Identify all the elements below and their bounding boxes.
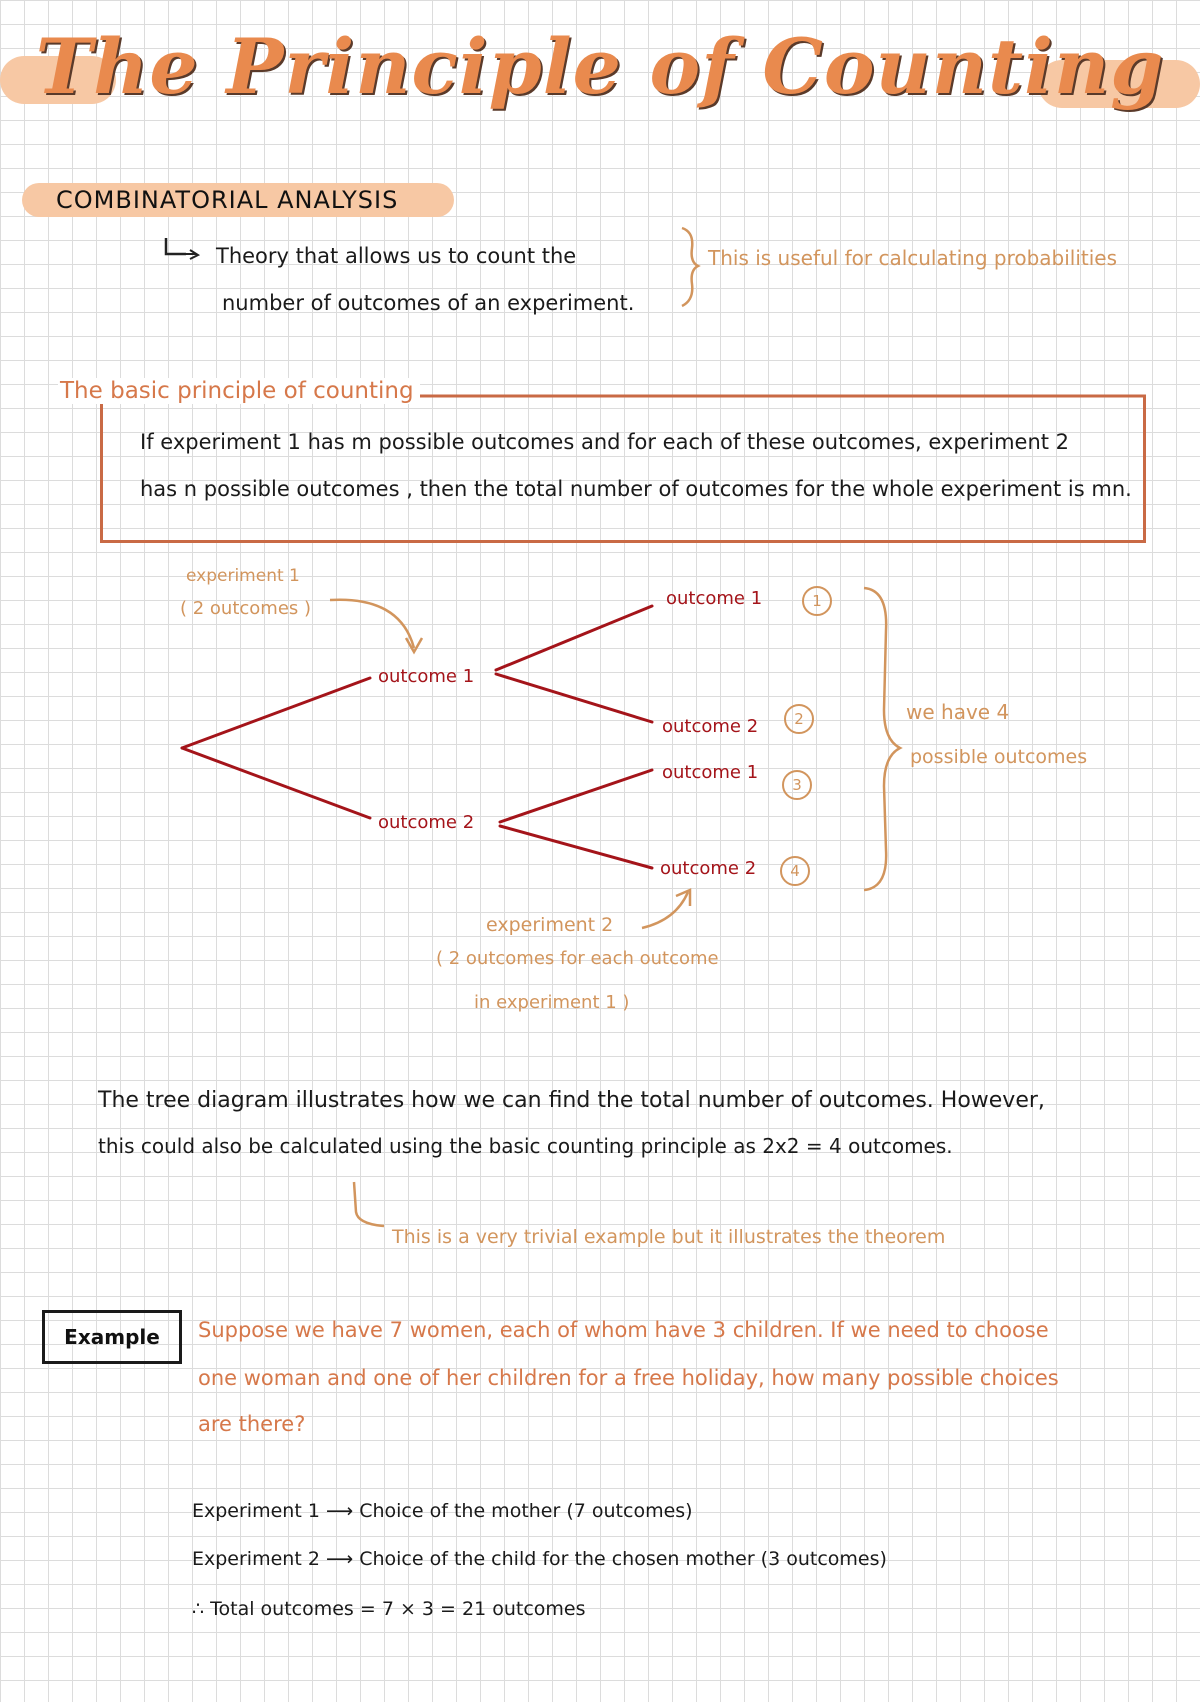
tree-node-l2-outcome-1a: outcome 1 [666, 588, 763, 609]
definition-arrow-icon [166, 238, 186, 254]
example-line-3: are there? [198, 1412, 306, 1436]
definition-line-2: number of outcomes of an experiment. [222, 291, 635, 315]
brace-note-line-2: possible outcomes [910, 746, 1088, 768]
brace-note-line-1: we have 4 [906, 700, 1010, 724]
experiment2-label-line-3: in experiment 1 ) [474, 992, 630, 1013]
tree-node-l2-outcome-2a: outcome 2 [662, 716, 759, 737]
principle-box [100, 395, 1146, 543]
outcome-number-1: 1 [802, 586, 832, 616]
explanation-line-1: The tree diagram illustrates how we can find the total number of outcomes. However, [98, 1088, 1045, 1113]
principle-line-2: has n possible outcomes , then the total number of outcomes for the whole experiment is mn. [140, 477, 1132, 501]
solution-line-2: Experiment 2 ⟶ Choice of the child for the chosen mother (3 outcomes) [192, 1548, 887, 1570]
solution-line-3: ∴ Total outcomes = 7 × 3 = 21 outcomes [192, 1598, 586, 1620]
outcomes-brace-icon [864, 588, 900, 890]
tree-node-l2-outcome-2b: outcome 2 [660, 858, 757, 879]
experiment1-label-line-2: ( 2 outcomes ) [180, 598, 312, 619]
outcome-number-4: 4 [780, 856, 810, 886]
page-title: The Principle of Counting [35, 22, 1165, 111]
example-line-2: one woman and one of her children for a free holiday, how many possible choices [198, 1366, 1059, 1390]
definition-line-1: Theory that allows us to count the [216, 244, 577, 268]
definition-side-note: This is useful for calculating probabilities [708, 246, 1118, 270]
tree-node-l1-outcome-1: outcome 1 [378, 666, 475, 687]
example-line-1: Suppose we have 7 women, each of whom have 3 children. If we need to choose [198, 1318, 1049, 1342]
explanation-line-2: this could also be calculated using the basic counting principle as 2x2 = 4 outcomes. [98, 1134, 953, 1158]
explanation-note: This is a very trivial example but it illustrates the theorem [392, 1226, 946, 1248]
tree-node-l2-outcome-1b: outcome 1 [662, 762, 759, 783]
experiment1-label-line-1: experiment 1 [186, 566, 300, 586]
definition-brace-icon [682, 228, 698, 306]
note-hook-icon [354, 1182, 384, 1226]
example-label: Example [42, 1310, 182, 1364]
solution-line-1: Experiment 1 ⟶ Choice of the mother (7 outcomes) [192, 1500, 693, 1522]
principle-line-1: If experiment 1 has m possible outcomes and for each of these outcomes, experiment 2 [140, 430, 1070, 454]
experiment2-label-line-2: ( 2 outcomes for each outcome [436, 948, 719, 969]
tree-node-l1-outcome-2: outcome 2 [378, 812, 475, 833]
experiment1-arrow-icon [330, 600, 414, 648]
section-heading: COMBINATORIAL ANALYSIS [56, 186, 399, 214]
experiment2-label-line-1: experiment 2 [486, 914, 614, 936]
outcome-number-3: 3 [782, 770, 812, 800]
principle-heading: The basic principle of counting [58, 378, 420, 404]
outcome-number-2: 2 [784, 704, 814, 734]
experiment2-arrow-icon [642, 892, 688, 928]
